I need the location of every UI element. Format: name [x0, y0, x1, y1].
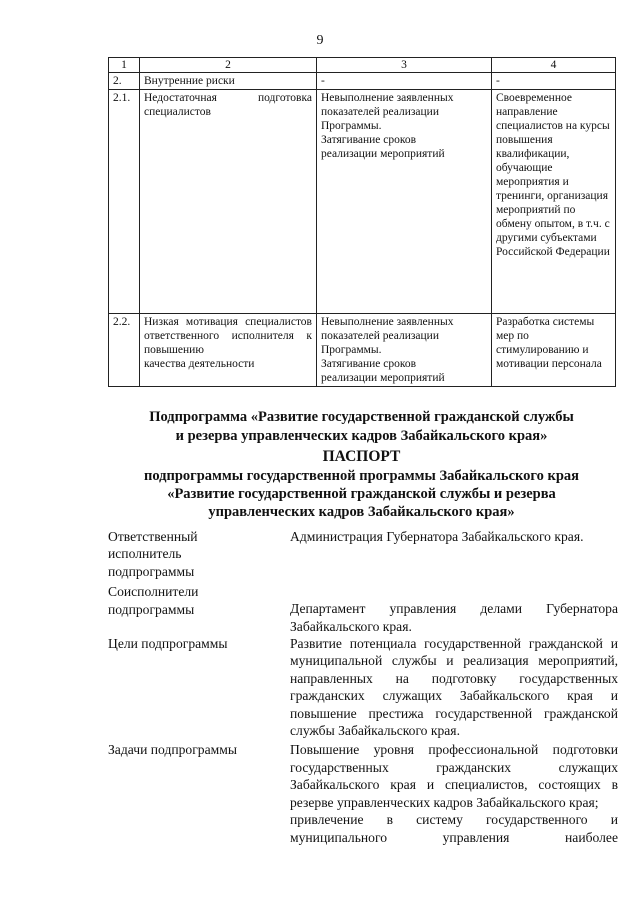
header-cell: 4 — [492, 58, 616, 73]
header-cell: 1 — [109, 58, 140, 73]
passport-label: Соисполнители подпрограммы — [108, 584, 199, 617]
risk-name — [140, 314, 317, 387]
passport-row — [108, 635, 618, 739]
header-cell: 3 — [317, 58, 492, 73]
passport-subtitle-line: подпрограммы государственной программы Забайкальского края — [143, 468, 580, 484]
row-number: 2. — [109, 73, 140, 90]
consequence-text: Невыполнение заявленных показателей реализации Программы. — [321, 316, 454, 356]
passport-value — [290, 741, 618, 845]
risk-name-line: Недостаточная подготовка — [144, 92, 312, 104]
measures-cell: - — [492, 73, 616, 90]
passport-row — [108, 528, 618, 580]
passport-row — [108, 741, 618, 845]
table-row — [109, 90, 616, 314]
subprogram-title-line: Подпрограмма «Развитие государственной гражданской службы — [149, 409, 574, 425]
consequence-cell: - — [317, 73, 492, 90]
passport-table — [108, 528, 618, 846]
risk-name-line: специалистов — [144, 106, 211, 118]
passport-subtitle-line: управленческих кадров Забайкальского края» — [208, 504, 515, 520]
subprogram-title-line: и резерва управленческих кадров Забайкальского края» — [175, 428, 548, 444]
passport-value — [290, 635, 618, 739]
passport-value-text: Развитие потенциала государственной гражданской и муниципальной службы и реализация мероприятий, направленных на подготовку государственных гражданских служащих Забайкальского края и повышение престижа государственной гражданской службы Забайкальского края. — [290, 636, 618, 739]
consequence-text: Невыполнение заявленных показателей реализации Программы. — [321, 92, 454, 132]
page-number: 9 — [316, 33, 324, 48]
passport-label: Ответственный исполнитель подпрограммы — [108, 529, 198, 579]
passport-value-text: привлечение в систему государственного и муниципального управления наиболее — [290, 812, 618, 845]
consequence-word: Затягивание сроков — [321, 134, 417, 146]
header-cell: 2 — [140, 58, 317, 73]
passport-row — [108, 583, 618, 635]
subprogram-title — [108, 408, 615, 446]
measures-cell: Своевременное направление специалистов на курсы повышения квалификации, обучающие мероприятия и тренинги, организация мероприятий по обмену опытом, в т.ч. с другими субъектами Российской Федерации — [492, 90, 616, 314]
risk-table — [108, 57, 616, 387]
passport-value-text: Повышение уровня профессиональной подготовки государственных гражданских служащих Забайкальского края и специалистов, состоящих в резерве управленческих кадров Забайкальского края; — [290, 742, 618, 810]
passport-value — [290, 528, 618, 580]
risk-name-line: качества деятельности — [144, 358, 255, 370]
risk-name — [140, 90, 317, 314]
consequence-text: реализации мероприятий — [321, 372, 445, 384]
passport-value-text: Департамент управления делами Губернатора Забайкальского края. — [290, 601, 618, 634]
risk-name-line: Низкая мотивация специалистов ответственного исполнителя к повышению — [144, 316, 312, 356]
consequence-cell — [317, 90, 492, 314]
table-header-row — [109, 58, 616, 73]
passport-value — [290, 583, 618, 635]
consequence-text: реализации мероприятий — [321, 148, 445, 160]
passport-heading — [108, 448, 615, 521]
passport-label: Задачи подпрограммы — [108, 742, 237, 758]
measures-cell: Разработка системы мер по стимулированию и мотивации персонала — [492, 314, 616, 387]
passport-subtitle-line: «Развитие государственной гражданской службы и резерва — [167, 486, 556, 502]
consequence-line — [321, 133, 487, 147]
table-row — [109, 73, 616, 90]
row-number: 2.1. — [109, 90, 140, 314]
row-number: 2.2. — [109, 314, 140, 387]
consequence-cell — [317, 314, 492, 387]
passport-label: Цели подпрограммы — [108, 636, 228, 652]
passport-value-text: Администрация Губернатора Забайкальского края. — [290, 529, 584, 544]
table-row — [109, 314, 616, 387]
consequence-text: Затягивание сроков — [321, 358, 417, 370]
risk-name: Внутренние риски — [140, 73, 317, 90]
passport-title: ПАСПОРТ — [322, 448, 401, 465]
